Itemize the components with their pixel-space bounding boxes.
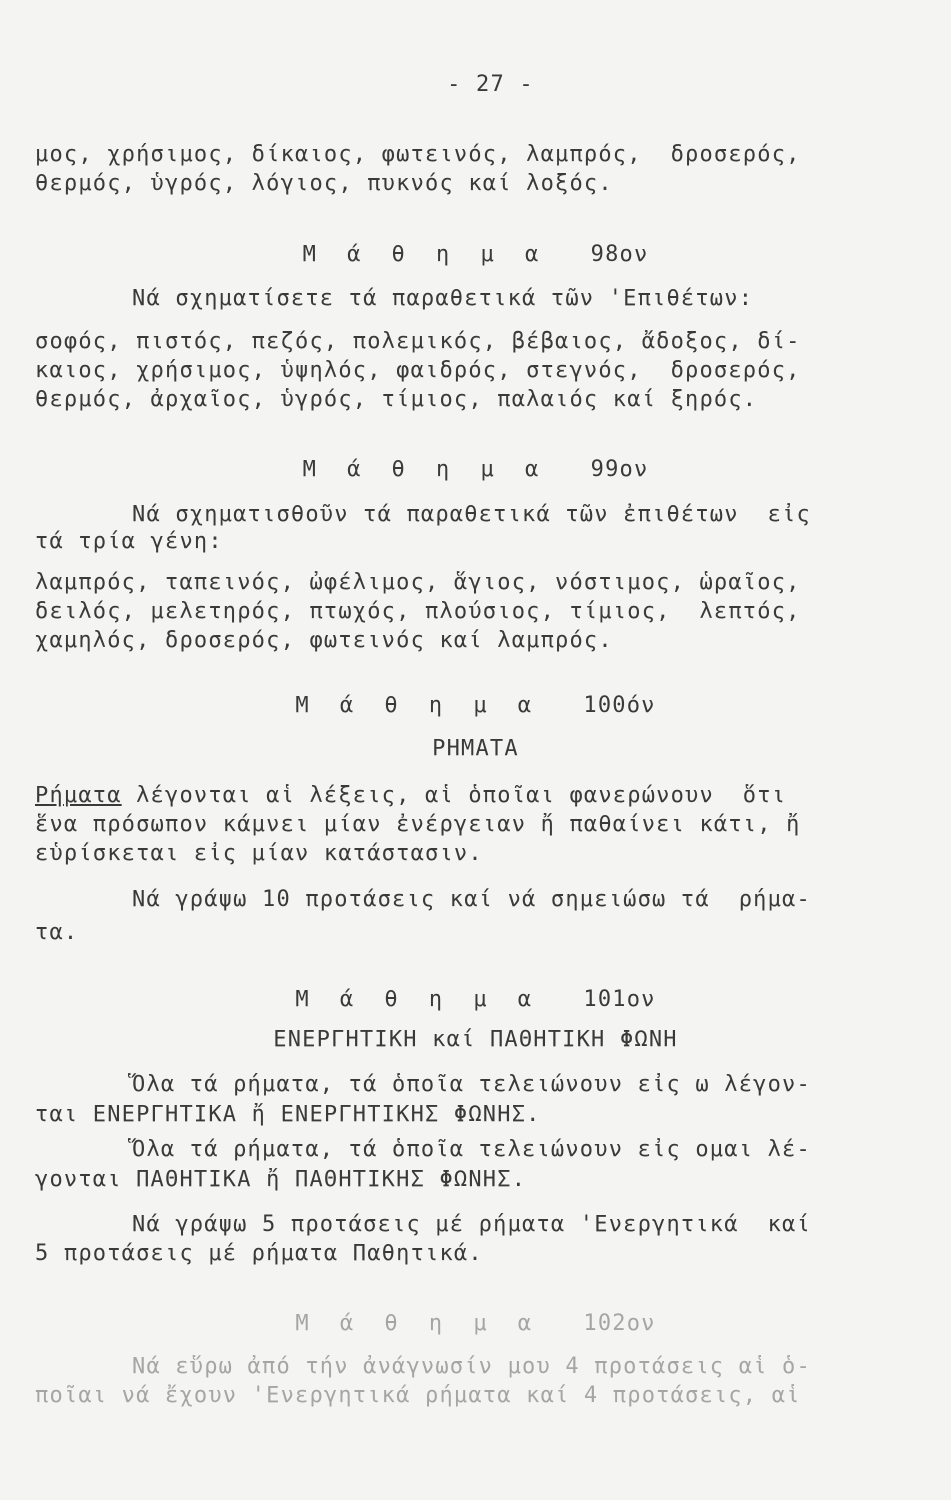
lesson-101-title [0, 985, 951, 1015]
text-line: καιος, χρήσιμος, ὑψηλός, φαιδρός, στεγνός, δροσερός, [35, 358, 801, 383]
lesson-title-number: 99ον [590, 457, 649, 482]
text-line: Ὅλα τά ρήματα, τά ὁποῖα τελειώνουν εἰς ομαι λέ- [132, 1137, 811, 1162]
lesson-title-number: 98ον [590, 242, 649, 267]
lesson-101-task: Νά γράψω 5 προτάσεις μέ ρήματα 'Ενεργητικά καί [132, 1212, 811, 1237]
lesson-99-title [0, 455, 951, 485]
lesson-98-instruction: Νά σχηματίσετε τά παραθετικά τῶν 'Επιθέτων: [132, 286, 754, 311]
text-line: θερμός, ὑγρός, λόγιος, πυκνός καί λοξός. [35, 171, 613, 196]
page-number: - 27 - [447, 72, 534, 97]
lesson-99-instruction: Νά σχηματισθοῦν τά παραθετικά τῶν ἐπιθέτων εἰς [132, 502, 811, 527]
lesson-100-task-cont: τα. [35, 920, 79, 945]
text-line: ποῖαι νά ἔχουν 'Ενεργητικά ρήματα καί 4 προτάσεις, αἱ [35, 1383, 801, 1408]
lesson-title-word: Μ ά θ η μ α [302, 242, 548, 267]
text-line: θερμός, ἀρχαῖος, ὑγρός, τίμιος, παλαιός καί ξηρός. [35, 387, 758, 412]
lesson-99-instruction-cont: τά τρία γένη: [35, 529, 223, 554]
lesson-title-word: Μ ά θ η μ α [302, 457, 548, 482]
definition-text: λέγονται αἱ λέξεις, αἱ ὁποῖαι φανερώνουν ὅτι [121, 783, 787, 808]
definition-term: Ρήματα [35, 783, 122, 808]
definition-line [35, 781, 786, 811]
text-line: γονται ΠΑΘΗΤΙΚΑ ἤ ΠΑΘΗΤΙΚΗΣ ΦΩΝΗΣ. [35, 1167, 527, 1192]
lesson-title-word: Μ ά θ η μ α [295, 1311, 541, 1336]
text-line: εὑρίσκεται εἰς μίαν κατάστασιν. [35, 841, 483, 866]
text-line: μος, χρήσιμος, δίκαιος, φωτεινός, λαμπρός, δροσερός, [35, 142, 801, 167]
text-line: σοφός, πιστός, πεζός, πολεμικός, βέβαιος, ἄδοξος, δί- [35, 329, 801, 354]
text-line: ται ΕΝΕΡΓΗΤΙΚΑ ἤ ΕΝΕΡΓΗΤΙΚΗΣ ΦΩΝΗΣ. [35, 1102, 541, 1127]
lesson-title-word: Μ ά θ η μ α [295, 987, 541, 1012]
lesson-102-title [0, 1309, 951, 1339]
text-line: Νά εὕρω ἀπό τήν ἀνάγνωσίν μου 4 προτάσεις αἱ ὁ- [132, 1354, 811, 1379]
lesson-title-number: 101ον [583, 987, 656, 1012]
lesson-100-heading: ΡΗΜΑΤΑ [432, 736, 519, 761]
lesson-title-number: 100όν [583, 693, 656, 718]
lesson-101-heading: ΕΝΕΡΓΗΤΙΚΗ καί ΠΑΘΗΤΙΚΗ ΦΩΝΗ [273, 1027, 678, 1052]
text-line: χαμηλός, δροσερός, φωτεινός καί λαμπρός. [35, 628, 613, 653]
lesson-title-number: 102ον [583, 1311, 656, 1336]
lesson-98-title [0, 240, 951, 270]
lesson-101-task-cont: 5 προτάσεις μέ ρήματα Παθητικά. [35, 1241, 483, 1266]
lesson-title-word: Μ ά θ η μ α [295, 693, 541, 718]
lesson-100-title [0, 691, 951, 721]
text-line: δειλός, μελετηρός, πτωχός, πλούσιος, τίμιος, λεπτός, [35, 599, 801, 624]
text-line: Ὅλα τά ρήματα, τά ὁποῖα τελειώνουν εἰς ω λέγον- [132, 1072, 811, 1097]
text-line: ἕνα πρόσωπον κάμνει μίαν ἐνέργειαν ἤ παθαίνει κάτι, ἤ [35, 812, 801, 837]
text-line: λαμπρός, ταπεινός, ὠφέλιμος, ἅγιος, νόστιμος, ὡραῖος, [35, 570, 801, 595]
lesson-100-task: Νά γράψω 10 προτάσεις καί νά σημειώσω τά ρήμα- [132, 887, 811, 912]
